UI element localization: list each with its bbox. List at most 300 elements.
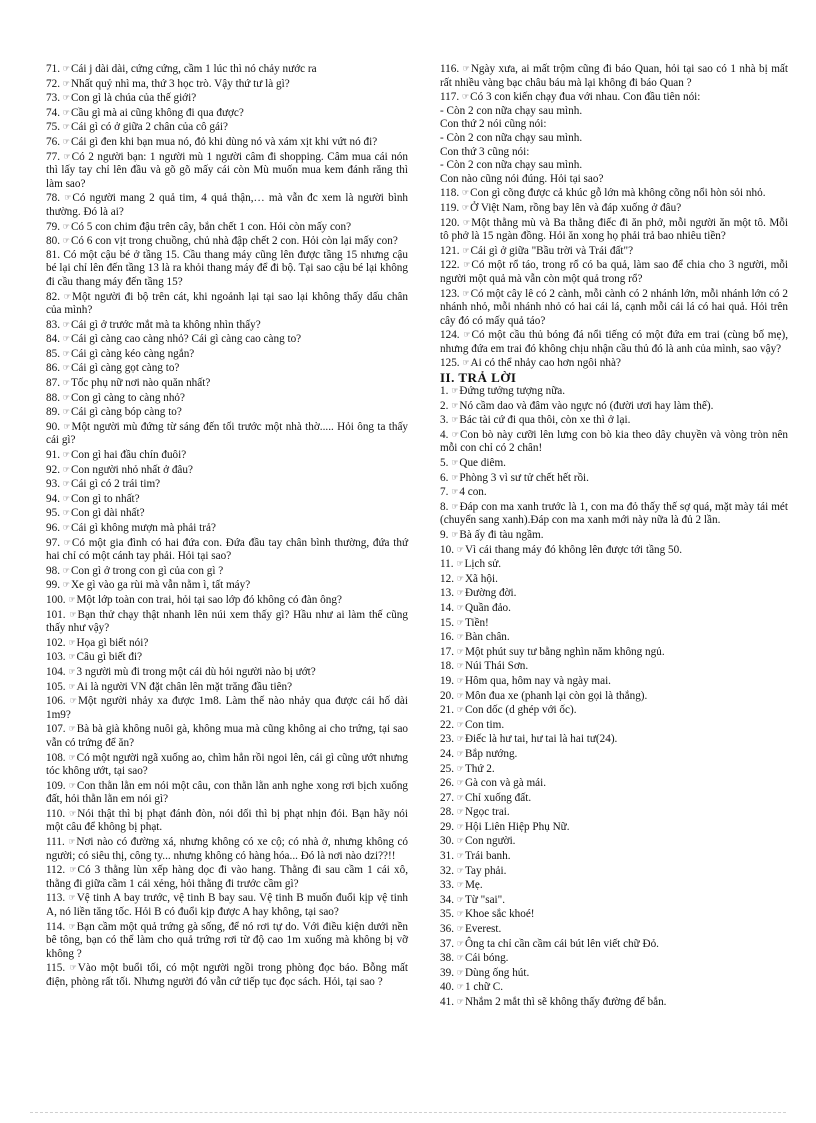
answer-text: Con bò này cưỡi lên lưng con bò kia theo dây chuyền và vòng tròn nên mỗi con chỉ có 2 chân! (440, 428, 789, 455)
question-text: Con gì hai đầu chín đuôi? (70, 449, 187, 462)
pointing-hand-icon: ☞ (456, 632, 464, 642)
question-text: Cái j dài dài, cứng cứng, cầm 1 lúc thì nó chảy nước ra (70, 63, 317, 75)
pointing-hand-icon: ☞ (68, 780, 76, 790)
answer-item (440, 557, 788, 572)
answer-text: Hôm qua, hôm nay và ngày mai. (464, 674, 611, 687)
question-text: Xe gì vào ga rùi mà vẫn nằm ì, tất máy? (70, 579, 251, 592)
answer-item (440, 995, 788, 1010)
question-item (46, 835, 408, 863)
item-number: 16. (440, 631, 454, 644)
answer-text: 1 chữ C. (464, 981, 504, 994)
question-text: Cái gì càng bóp càng to? (70, 406, 182, 419)
item-number: 6. (440, 471, 449, 484)
answer-item (440, 601, 788, 616)
item-number: 25. (440, 762, 454, 775)
pointing-hand-icon: ☞ (456, 602, 464, 612)
question-text: Một thằng mù và Ba thằng điếc đi ăn phở, mỗi người ăn một tô. Mỗi tô phở là 15 ngàn đồng. Hỏi ăn xong họ phải trả bao nhiêu tiền? (440, 216, 789, 243)
ant-dialogue (440, 105, 788, 187)
question-text: Con gì to nhất? (70, 492, 140, 505)
answer-text: Môn đua xe (phanh lại còn gọi là thắng). (464, 689, 648, 702)
question-text: Một người mù đứng từ sáng đến tối trước một nhà thờ..... Hỏi ông ta thấy cái gì? (46, 420, 409, 447)
pointing-hand-icon: ☞ (456, 982, 464, 992)
question-item (440, 258, 788, 286)
pointing-hand-icon: ☞ (62, 565, 70, 575)
item-number: 114. (46, 920, 66, 933)
question-text: Một người nhảy xa được 1m8. Làm thế nào nhảy qua được cái hố dài 1m9? (46, 695, 408, 721)
question-text: Bạn cầm một quả trứng gà sống, để nó rơi tự do. Với điều kiện dưới nền bê tông, bạn có thể làm cho quả trứng rơi từ độ cao 1m xuống mà không bị vỡ không ? (46, 920, 409, 960)
pointing-hand-icon: ☞ (63, 291, 72, 301)
item-number: 9. (440, 529, 449, 541)
answer-item (440, 485, 788, 500)
pointing-hand-icon: ☞ (456, 836, 464, 846)
item-number: 88. (46, 391, 60, 404)
question-text: Có 2 người bạn: 1 người mù 1 người câm đi shopping. Câm mua cái nón thì lấy tay chỉ lên đầu và gõ gõ mấy cái còn Mù muốn mua kem đánh răng thì làm sao? (46, 150, 408, 190)
pointing-hand-icon: ☞ (62, 64, 70, 73)
pointing-hand-icon: ☞ (462, 288, 470, 298)
question-text: Cái gì đen khi bạn mua nó, đỏ khi dùng nó và xám xịt khi vứt nó đi? (70, 135, 378, 148)
item-number: 34. (440, 893, 454, 906)
question-text: Ngày xưa, ai mất trộm cũng đi báo Quan, hỏi tại sao có 1 nhà bị mất rất nhiều vàng bạc châu báu mà lại không đi báo Quan ? (440, 63, 789, 89)
pointing-hand-icon: ☞ (68, 637, 76, 647)
question-item (46, 650, 408, 665)
question-item (440, 186, 788, 201)
question-text: Có một gia đình có hai đứa con. Đứa đầu tay chân bình thường, đứa thứ hai chỉ có một cánh tay phải. Hỏi tại sao? (46, 536, 409, 563)
pointing-hand-icon: ☞ (62, 508, 70, 518)
pointing-hand-icon: ☞ (456, 953, 464, 963)
pointing-hand-icon: ☞ (462, 64, 470, 73)
item-number: 92. (46, 463, 60, 476)
item-number: 41. (440, 996, 454, 1008)
answer-item (440, 500, 788, 528)
question-item (440, 62, 788, 90)
pointing-hand-icon: ☞ (456, 588, 464, 598)
item-number: 79. (46, 220, 60, 233)
item-number: 29. (440, 820, 454, 833)
item-number: 74. (46, 106, 60, 119)
item-number: 27. (440, 791, 454, 804)
answer-item (440, 834, 788, 849)
pointing-hand-icon: ☞ (62, 450, 70, 460)
questions-column-left (46, 62, 408, 990)
item-number: 20. (440, 689, 454, 702)
pointing-hand-icon: ☞ (456, 675, 464, 685)
answer-item (440, 428, 788, 456)
item-number: 37. (440, 937, 454, 950)
question-text: Ai có thể nhảy cao hơn ngôi nhà? (470, 357, 621, 370)
question-item (46, 391, 408, 406)
item-number: 18. (440, 660, 454, 673)
answer-item (440, 922, 788, 937)
answer-item (440, 659, 788, 674)
question-item (440, 328, 788, 356)
answer-item (440, 820, 788, 835)
item-number: 73. (46, 92, 60, 105)
item-number: 85. (46, 347, 60, 360)
question-item (440, 90, 788, 105)
item-number: 102. (46, 636, 66, 649)
answer-text: Tay phải. (464, 864, 507, 877)
item-number: 98. (46, 564, 60, 577)
answer-item (440, 528, 788, 543)
question-text: Vào một buổi tối, có một người ngồi trong phòng đọc báo. Bỗng mất điện, phòng rất tối. Nhưng người đó vẫn cứ tiếp tục đọc sách. Hỏi, tại sao ? (46, 962, 409, 988)
pointing-hand-icon: ☞ (451, 429, 460, 439)
answer-text: Vì cái thang máy đó không lên được tới tầng 50. (464, 543, 683, 556)
question-text: Cái gì ở trước mắt mà ta không nhìn thấy? (70, 318, 261, 331)
pointing-hand-icon: ☞ (69, 865, 77, 875)
item-number: 13. (440, 587, 454, 600)
item-number: 81. (46, 248, 60, 261)
pointing-hand-icon: ☞ (63, 151, 71, 161)
pointing-hand-icon: ☞ (62, 334, 70, 344)
item-number: 19. (440, 674, 454, 687)
question-text: Cái gì càng cao càng nhỏ? Cái gì càng cao càng to? (70, 333, 302, 346)
pointing-hand-icon: ☞ (461, 188, 470, 198)
pointing-hand-icon: ☞ (62, 236, 70, 246)
question-item (46, 463, 408, 478)
item-number: 104. (46, 665, 66, 678)
question-text: Nhất quỷ nhì ma, thứ 3 học trò. Vậy thứ tư là gì? (70, 77, 290, 90)
question-text: Có 5 con chim đậu trên cây, bắn chết 1 con. Hỏi còn mấy con? (70, 220, 352, 233)
pointing-hand-icon: ☞ (456, 894, 464, 904)
answer-item (440, 732, 788, 747)
answer-item (440, 864, 788, 879)
pointing-hand-icon: ☞ (62, 580, 70, 590)
item-number: 106. (46, 695, 66, 708)
pointing-hand-icon: ☞ (456, 880, 464, 890)
item-number: 101. (46, 608, 66, 621)
answer-text: Lịch sử. (464, 558, 502, 571)
item-number: 122. (440, 259, 460, 272)
answer-text: Ngọc trai. (464, 806, 510, 819)
question-text: Con thằn lằn em nói một câu, con thằn lằn anh nghe xong rơi bịch xuống đất, hỏi thằn lằn em nói gì? (46, 779, 409, 806)
question-item (46, 405, 408, 420)
answer-item (440, 543, 788, 558)
pointing-hand-icon: ☞ (451, 472, 459, 482)
pointing-hand-icon: ☞ (68, 724, 76, 734)
answer-item (440, 689, 788, 704)
question-item (46, 920, 408, 962)
answer-text: Bàn chân. (464, 631, 510, 644)
item-number: 120. (440, 216, 460, 229)
question-text: Cái gì càng kéo càng ngắn? (70, 347, 195, 360)
answer-text: Núi Thái Sơn. (464, 660, 529, 673)
question-item (46, 77, 408, 92)
question-item (46, 694, 408, 722)
question-text: Có 3 thằng lùn xếp hàng dọc đi vào hang. Thằng đi sau cầm 1 cái xô, thằng đi giữa cầm 1 cái xẻng, hỏi thằng đi trước cầm gì? (46, 864, 409, 890)
item-number: 72. (46, 77, 60, 90)
pointing-hand-icon: ☞ (62, 319, 70, 329)
item-number: 75. (46, 121, 60, 134)
pointing-hand-icon: ☞ (68, 837, 76, 847)
answer-item (440, 849, 788, 864)
item-number: 28. (440, 806, 454, 819)
item-number: 115. (46, 962, 66, 975)
item-number: 109. (46, 779, 66, 792)
question-item (46, 150, 408, 192)
question-text: Có một cậu bé ở tầng 15. Cầu thang máy cũng lên được tầng 15 nhưng cậu bé lại chỉ lên đến tầng 13 là ra khỏi thang máy để đi bộ. Tại sao cậu bé lại không đi cầu thang máy đến tầng 15? (46, 248, 408, 288)
answer-item (440, 980, 788, 995)
item-number: 4. (440, 428, 449, 441)
pointing-hand-icon: ☞ (456, 705, 464, 715)
answer-item (440, 878, 788, 893)
question-item (46, 420, 408, 448)
page-bottom-rule (30, 1112, 786, 1113)
question-item (440, 356, 788, 371)
pointing-hand-icon: ☞ (456, 763, 464, 773)
answer-item (440, 616, 788, 631)
answer-text: Chỉ xuống đất. (464, 791, 532, 804)
question-item (46, 106, 408, 121)
dialogue-line: - Còn 2 con nữa chạy sau mình. (440, 159, 583, 172)
pointing-hand-icon: ☞ (456, 559, 464, 569)
answer-text: Đáp con ma xanh trước là 1, con ma đỏ thấy thế sợ quá, mặt mày tái mét (chuyển sang xanh).Đáp con ma xanh mới này nữa là đủ 2 lần. (440, 500, 789, 527)
question-item (46, 249, 408, 290)
pointing-hand-icon: ☞ (62, 136, 70, 146)
pointing-hand-icon: ☞ (451, 386, 459, 396)
answer-text: Bác tài cứ đi qua thôi, còn xe thì ở lại. (459, 414, 631, 427)
questions-answers-column-right (440, 62, 788, 1010)
question-text: Cái gì không mượn mà phải trả? (70, 522, 216, 534)
question-text: Ai là người VN đặt chân lên mặt trăng đầu tiên? (76, 680, 293, 693)
question-text: Bà bà già không nuôi gà, không mua mà cũng không ai cho trứng, tại sao vẫn có trứng để ăn? (46, 723, 409, 749)
answer-item (440, 966, 788, 981)
answer-item (440, 791, 788, 806)
item-number: 5. (440, 457, 449, 470)
pointing-hand-icon: ☞ (62, 464, 70, 474)
item-number: 119. (440, 201, 460, 214)
question-text: Con gì cõng được cả khúc gỗ lớn mà không cõng nổi hòn sỏi nhỏ. (470, 187, 766, 200)
question-item (46, 961, 408, 989)
item-number: 117. (440, 91, 460, 104)
question-item (46, 680, 408, 695)
answer-text: Từ "sai". (464, 893, 506, 906)
question-item (46, 492, 408, 507)
pointing-hand-icon: ☞ (62, 78, 70, 88)
pointing-hand-icon: ☞ (456, 967, 464, 977)
question-item (46, 91, 408, 106)
answer-item (440, 572, 788, 587)
question-item (46, 593, 408, 608)
answer-text: Bắp nướng. (464, 747, 518, 760)
question-item (46, 891, 408, 919)
pointing-hand-icon: ☞ (62, 407, 70, 417)
pointing-hand-icon: ☞ (62, 493, 70, 503)
answer-text: Đứng tưởng tượng nữa. (459, 385, 566, 398)
question-item (46, 751, 408, 779)
pointing-hand-icon: ☞ (456, 851, 464, 861)
item-number: 110. (46, 807, 66, 820)
answer-text: Dùng ống hút. (464, 966, 530, 979)
answer-text: Xã hội. (464, 572, 498, 585)
question-text: Tốc phụ nữ nơi nào quăn nhất? (70, 377, 211, 390)
pointing-hand-icon: ☞ (456, 865, 464, 875)
question-item (46, 506, 408, 521)
item-number: 103. (46, 651, 66, 664)
dialogue-line: Con nào cũng nói đúng. Hỏi tại sao? (440, 172, 604, 185)
item-number: 108. (46, 751, 66, 764)
answer-text: Thứ 2. (464, 762, 495, 775)
pointing-hand-icon: ☞ (62, 221, 70, 231)
pointing-hand-icon: ☞ (456, 661, 464, 671)
pointing-hand-icon: ☞ (62, 378, 70, 388)
item-number: 100. (46, 593, 66, 606)
pointing-hand-icon: ☞ (68, 666, 76, 676)
pointing-hand-icon: ☞ (456, 734, 464, 744)
pointing-hand-icon: ☞ (456, 748, 464, 758)
question-item (440, 216, 788, 244)
item-number: 76. (46, 135, 60, 148)
question-text: Họa gì biết nói? (76, 636, 149, 649)
question-item (46, 318, 408, 333)
answer-item (440, 630, 788, 645)
question-text: Một lớp toàn con trai, hỏi tại sao lớp đó không có đàn ông? (76, 593, 342, 606)
question-text: Con gì dài nhất? (70, 507, 145, 520)
answer-text: Con người. (464, 835, 516, 848)
answer-text: Trái banh. (464, 850, 511, 863)
dialogue-line: - Còn 2 con nữa chạy sau mình. (440, 131, 583, 144)
answer-text: Bà ấy đi tàu ngầm. (459, 529, 544, 541)
pointing-hand-icon: ☞ (64, 193, 72, 203)
item-number: 31. (440, 850, 454, 863)
pointing-hand-icon: ☞ (456, 573, 464, 583)
question-text: Cái gì có ở giữa 2 chân của cô gái? (70, 121, 228, 134)
item-number: 2. (440, 399, 449, 412)
item-number: 17. (440, 645, 454, 658)
answer-text: Con dốc (d ghép với ốc). (464, 704, 577, 717)
item-number: 116. (440, 63, 460, 75)
question-item (46, 521, 408, 536)
pointing-hand-icon: ☞ (456, 792, 464, 802)
item-number: 93. (46, 478, 60, 491)
item-number: 23. (440, 733, 454, 746)
pointing-hand-icon: ☞ (69, 963, 77, 973)
item-number: 40. (440, 981, 454, 994)
pointing-hand-icon: ☞ (456, 924, 464, 934)
question-text: Cái gì càng gọt càng to? (70, 362, 180, 375)
answer-text: Tiền! (464, 616, 489, 629)
pointing-hand-icon: ☞ (451, 530, 459, 539)
answer-item (440, 776, 788, 791)
question-item (46, 536, 408, 564)
item-number: 82. (46, 290, 60, 303)
answer-item (440, 586, 788, 601)
answer-item (440, 937, 788, 952)
item-number: 33. (440, 879, 454, 892)
item-number: 15. (440, 616, 454, 629)
question-text: Có một cây lê có 2 cành, mỗi cành có 2 nhánh lớn, mỗi nhánh lớn có 2 nhánh nhỏ, mỗi nhánh nhỏ có hai cái lá, cạnh mỗi cái lá có hai quả. Hỏi trên cây đó có mấy quả táo? (440, 287, 788, 327)
question-text: Con gì càng to càng nhỏ? (70, 391, 185, 404)
dialogue-line: Con thứ 3 cũng nói: (440, 145, 530, 158)
item-number: 99. (46, 579, 60, 592)
pointing-hand-icon: ☞ (62, 348, 70, 358)
item-number: 1. (440, 385, 449, 398)
item-number: 121. (440, 244, 460, 257)
item-number: 8. (440, 500, 449, 513)
pointing-hand-icon: ☞ (456, 778, 464, 788)
question-item (46, 290, 408, 318)
pointing-hand-icon: ☞ (62, 363, 70, 373)
item-number: 36. (440, 923, 454, 936)
item-number: 77. (46, 150, 60, 163)
answer-text: 4 con. (459, 486, 487, 499)
item-number: 80. (46, 235, 60, 248)
item-number: 11. (440, 558, 454, 571)
pointing-hand-icon: ☞ (461, 92, 470, 102)
answers-list (440, 384, 788, 1010)
item-number: 125. (440, 357, 460, 370)
item-number: 91. (46, 449, 60, 462)
pointing-hand-icon: ☞ (451, 501, 459, 511)
item-number: 96. (46, 522, 60, 534)
answer-item (440, 805, 788, 820)
item-number: 89. (46, 406, 60, 419)
question-item (440, 201, 788, 216)
question-item (46, 807, 408, 835)
pointing-hand-icon: ☞ (451, 400, 459, 410)
pointing-hand-icon: ☞ (68, 652, 76, 662)
question-item (440, 287, 788, 329)
question-item (46, 448, 408, 463)
pointing-hand-icon: ☞ (463, 330, 471, 340)
pointing-hand-icon: ☞ (456, 690, 464, 700)
item-number: 97. (46, 536, 60, 549)
pointing-hand-icon: ☞ (463, 217, 471, 227)
answer-text: Nhắm 2 mắt thì sẽ không thấy đường để bắn. (464, 996, 667, 1008)
answer-text: Everest. (464, 923, 502, 936)
question-item (46, 477, 408, 492)
pointing-hand-icon: ☞ (69, 808, 77, 818)
answer-text: Phòng 3 vì sư tử chết hết rồi. (459, 471, 589, 484)
question-text: Có một cầu thủ bóng đá nổi tiếng có một đứa em trai (cùng bố mẹ), nhưng đứa em trai đó không chịu nhận cầu thủ đó là anh của mình, sao vậy? (440, 329, 788, 355)
answer-item (440, 471, 788, 486)
pointing-hand-icon: ☞ (456, 997, 464, 1006)
item-number: 35. (440, 908, 454, 921)
pointing-hand-icon: ☞ (451, 415, 459, 425)
item-number: 83. (46, 318, 60, 331)
question-text: Có người mang 2 quả tim, 4 quả thận,… mà vẫn đc xem là người bình thường. Đó là ai? (46, 192, 409, 218)
question-item (46, 722, 408, 750)
answer-item (440, 907, 788, 922)
question-text: Một người đi bộ trên cát, khi ngoảnh lại tại sao lại không thấy dấu chân của mình? (46, 290, 408, 317)
question-item (46, 361, 408, 376)
item-number: 90. (46, 420, 60, 433)
pointing-hand-icon: ☞ (451, 458, 459, 468)
question-text: Cái gì có 2 trái tim? (70, 478, 161, 491)
answer-item (440, 456, 788, 471)
answer-text: Mẹ. (464, 879, 483, 892)
right-questions-group-1 (440, 62, 788, 105)
question-item (46, 665, 408, 680)
item-number: 113. (46, 892, 66, 905)
question-item (46, 376, 408, 391)
question-item (46, 62, 408, 77)
answer-text: Nó cầm dao và đâm vào ngực nó (đười ươi hay làm thế). (459, 399, 714, 412)
question-item (46, 135, 408, 150)
pointing-hand-icon: ☞ (456, 909, 464, 919)
item-number: 32. (440, 864, 454, 877)
item-number: 111. (46, 836, 65, 849)
item-number: 112. (46, 864, 66, 877)
question-text: Ở Việt Nam, rồng bay lên và đáp xuống ở đâu? (470, 201, 682, 214)
question-text: Cầu gì mà ai cũng không đi qua được? (70, 106, 244, 119)
dialogue-line: - Còn 2 con nữa chạy sau mình. (440, 104, 583, 117)
answer-text: Gà con và gà mái. (464, 777, 547, 790)
question-text: Bạn thử chạy thật nhanh lên núi xem thấy gì? Hầu như ai làm thế cũng thấy như vậy? (46, 608, 408, 635)
pointing-hand-icon: ☞ (456, 821, 464, 831)
pointing-hand-icon: ☞ (68, 752, 76, 762)
item-number: 10. (440, 543, 454, 556)
question-item (46, 332, 408, 347)
